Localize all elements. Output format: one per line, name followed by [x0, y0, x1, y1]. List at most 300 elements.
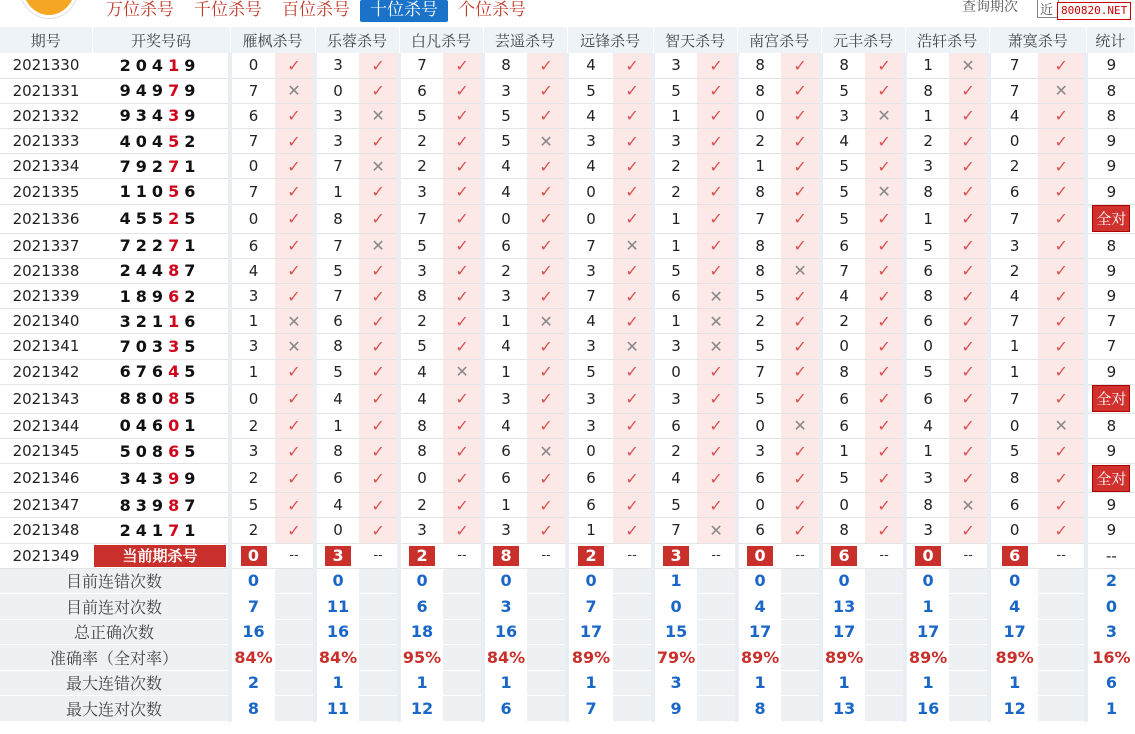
draw-number: 40452: [92, 129, 230, 154]
kill-number: 0: [905, 334, 949, 359]
wrong-mark-icon: ✕: [781, 258, 821, 283]
kill-number: 5: [653, 258, 697, 283]
kill-number: 5: [737, 334, 781, 359]
draw-number: 72271: [92, 233, 230, 258]
issue-number: 2021344: [0, 413, 92, 438]
summary-gap: [949, 568, 989, 594]
summary-value: 0: [483, 568, 527, 594]
right-mark-icon: ✓: [443, 384, 483, 413]
kill-number: 8: [821, 53, 865, 78]
kill-number: 8: [737, 179, 781, 204]
summary-gap: [949, 670, 989, 696]
right-mark-icon: ✓: [865, 309, 905, 334]
stat-cell: 9: [1086, 53, 1134, 78]
header-issue: 期号: [0, 27, 92, 53]
logo: [20, 0, 78, 18]
issue-number: 2021346: [0, 464, 92, 493]
current-issue-number: 2021349: [0, 543, 92, 568]
kill-number: 1: [483, 493, 527, 518]
kill-number: 5: [483, 103, 527, 128]
kill-number: 5: [905, 233, 949, 258]
summary-gap: [781, 696, 821, 722]
right-mark-icon: ✓: [443, 103, 483, 128]
table-row: [0, 334, 1135, 359]
brand-watermark: 800820.NET: [1057, 2, 1131, 20]
right-mark-icon: ✓: [443, 154, 483, 179]
right-mark-icon: ✓: [613, 258, 653, 283]
current-dash: --: [275, 543, 315, 568]
current-kill-cell: [653, 543, 697, 568]
right-mark-icon: ✓: [949, 179, 989, 204]
kill-number: 5: [821, 154, 865, 179]
summary-value: 84%: [230, 645, 275, 671]
current-kill-cell: [989, 543, 1038, 568]
right-mark-icon: ✓: [1038, 334, 1086, 359]
summary-value: 7: [567, 594, 613, 620]
current-kill-number: 8: [493, 546, 519, 566]
summary-gap: [949, 594, 989, 620]
right-mark-icon: ✓: [1038, 518, 1086, 543]
kill-number: 0: [315, 518, 359, 543]
summary-gap: [613, 645, 653, 671]
right-mark-icon: ✓: [1038, 129, 1086, 154]
right-mark-icon: ✓: [781, 103, 821, 128]
stat-cell: 7: [1086, 309, 1134, 334]
header-expert-0: 雁枫杀号: [230, 27, 315, 53]
kill-number: 4: [483, 334, 527, 359]
right-mark-icon: ✓: [865, 258, 905, 283]
draw-number: 70335: [92, 334, 230, 359]
summary-value: 2: [230, 670, 275, 696]
kill-number: 5: [230, 493, 275, 518]
kill-number: 7: [399, 204, 443, 233]
table-row: [0, 518, 1135, 543]
kill-number: 2: [653, 154, 697, 179]
table-row: [0, 78, 1135, 103]
summary-stat: 1: [1086, 696, 1134, 722]
table-row: [0, 284, 1135, 309]
kill-number: 1: [483, 309, 527, 334]
kill-number: 4: [567, 154, 613, 179]
kill-number: 3: [653, 53, 697, 78]
summary-row: [0, 594, 1135, 620]
wrong-mark-icon: ✕: [697, 284, 737, 309]
right-mark-icon: ✓: [527, 493, 567, 518]
issue-number: 2021333: [0, 129, 92, 154]
right-mark-icon: ✓: [697, 179, 737, 204]
summary-value: 0: [737, 568, 781, 594]
right-mark-icon: ✓: [949, 359, 989, 384]
kill-number: 4: [483, 154, 527, 179]
wrong-mark-icon: ✕: [949, 53, 989, 78]
summary-gap: [275, 619, 315, 645]
header-expert-7: 元丰杀号: [821, 27, 905, 53]
kill-number: 6: [567, 493, 613, 518]
header-expert-3: 芸遥杀号: [483, 27, 567, 53]
right-mark-icon: ✓: [443, 284, 483, 309]
right-mark-icon: ✓: [781, 53, 821, 78]
right-mark-icon: ✓: [697, 413, 737, 438]
summary-gap: [1038, 696, 1086, 722]
current-dash: --: [865, 543, 905, 568]
wrong-mark-icon: ✕: [527, 438, 567, 463]
summary-value: 0: [989, 568, 1038, 594]
kill-number: 3: [315, 129, 359, 154]
table-row: [0, 233, 1135, 258]
stat-cell: 9: [1086, 129, 1134, 154]
right-mark-icon: ✓: [865, 233, 905, 258]
kill-number: 3: [483, 518, 527, 543]
kill-number: 7: [989, 309, 1038, 334]
header-expert-9: 萧寞杀号: [989, 27, 1086, 53]
current-kill-cell: [399, 543, 443, 568]
right-mark-icon: ✓: [781, 78, 821, 103]
wrong-mark-icon: ✕: [275, 334, 315, 359]
tab-2[interactable]: 百位杀号: [282, 0, 350, 20]
summary-value: 11: [315, 696, 359, 722]
kill-number: 7: [737, 204, 781, 233]
right-mark-icon: ✓: [949, 518, 989, 543]
kill-number: 5: [821, 204, 865, 233]
issue-number: 2021331: [0, 78, 92, 103]
draw-number: 50865: [92, 438, 230, 463]
right-mark-icon: ✓: [613, 518, 653, 543]
kill-number: 2: [483, 258, 527, 283]
kill-number: 5: [399, 103, 443, 128]
right-mark-icon: ✓: [613, 493, 653, 518]
summary-gap: [1038, 619, 1086, 645]
summary-value: 84%: [483, 645, 527, 671]
kill-number: 8: [737, 233, 781, 258]
right-mark-icon: ✓: [865, 384, 905, 413]
table-row: [0, 384, 1135, 413]
kill-number: 0: [989, 413, 1038, 438]
summary-gap: [1038, 645, 1086, 671]
kill-number: 7: [737, 359, 781, 384]
kill-number: 2: [230, 413, 275, 438]
right-mark-icon: ✓: [359, 258, 399, 283]
summary-value: 0: [905, 568, 949, 594]
kill-number: 0: [821, 334, 865, 359]
kill-number: 5: [315, 258, 359, 283]
kill-number: 8: [399, 438, 443, 463]
summary-gap: [781, 568, 821, 594]
summary-value: 3: [483, 594, 527, 620]
kill-number: 0: [737, 103, 781, 128]
right-mark-icon: ✓: [443, 129, 483, 154]
right-mark-icon: ✓: [443, 438, 483, 463]
right-mark-icon: ✓: [527, 103, 567, 128]
summary-gap: [275, 594, 315, 620]
current-label-cell: [92, 543, 230, 568]
summary-gap: [527, 594, 567, 620]
right-mark-icon: ✓: [359, 309, 399, 334]
all-right-badge: 全对: [1092, 385, 1130, 412]
stat-cell: 9: [1086, 438, 1134, 463]
kill-number: 5: [483, 129, 527, 154]
right-mark-icon: ✓: [781, 518, 821, 543]
issue-number: 2021336: [0, 204, 92, 233]
right-mark-icon: ✓: [443, 204, 483, 233]
kill-number: 3: [315, 53, 359, 78]
summary-label: 目前连错次数: [0, 568, 230, 594]
issue-number: 2021332: [0, 103, 92, 128]
kill-number: 3: [483, 284, 527, 309]
right-mark-icon: ✓: [781, 129, 821, 154]
right-mark-icon: ✓: [1038, 179, 1086, 204]
kill-number: 8: [399, 413, 443, 438]
draw-number: 24171: [92, 518, 230, 543]
issue-number: 2021345: [0, 438, 92, 463]
right-mark-icon: ✓: [527, 464, 567, 493]
kill-number: 5: [653, 493, 697, 518]
summary-stat: 16%: [1086, 645, 1134, 671]
header-expert-8: 浩轩杀号: [905, 27, 989, 53]
kill-number: 6: [653, 284, 697, 309]
kill-number: 5: [737, 284, 781, 309]
stat-cell: 8: [1086, 413, 1134, 438]
summary-value: 89%: [737, 645, 781, 671]
kill-number: 0: [567, 179, 613, 204]
summary-value: 95%: [399, 645, 443, 671]
summary-value: 17: [737, 619, 781, 645]
right-mark-icon: ✓: [949, 78, 989, 103]
kill-number: 3: [399, 258, 443, 283]
summary-value: 7: [567, 696, 613, 722]
kill-number: 4: [567, 309, 613, 334]
summary-value: 9: [653, 696, 697, 722]
summary-gap: [527, 568, 567, 594]
kill-number: 2: [737, 309, 781, 334]
right-mark-icon: ✓: [697, 464, 737, 493]
summary-gap: [275, 645, 315, 671]
current-kill-cell: [315, 543, 359, 568]
right-mark-icon: ✓: [781, 359, 821, 384]
summary-gap: [613, 594, 653, 620]
wrong-mark-icon: ✕: [865, 179, 905, 204]
wrong-mark-icon: ✕: [697, 518, 737, 543]
summary-value: 0: [653, 594, 697, 620]
right-mark-icon: ✓: [275, 359, 315, 384]
right-mark-icon: ✓: [1038, 233, 1086, 258]
wrong-mark-icon: ✕: [949, 493, 989, 518]
tab-1[interactable]: 千位杀号: [194, 0, 262, 20]
right-mark-icon: ✓: [613, 384, 653, 413]
right-mark-icon: ✓: [781, 438, 821, 463]
kill-number: 8: [905, 179, 949, 204]
kill-number: 1: [315, 413, 359, 438]
right-mark-icon: ✓: [865, 78, 905, 103]
kill-number: 5: [821, 78, 865, 103]
summary-gap: [443, 670, 483, 696]
right-mark-icon: ✓: [275, 204, 315, 233]
current-stat: --: [1086, 543, 1134, 568]
kill-number: 5: [989, 438, 1038, 463]
kill-number: 5: [315, 359, 359, 384]
right-mark-icon: ✓: [865, 53, 905, 78]
right-mark-icon: ✓: [781, 493, 821, 518]
wrong-mark-icon: ✕: [359, 154, 399, 179]
right-mark-icon: ✓: [359, 53, 399, 78]
summary-label: 最大连对次数: [0, 696, 230, 722]
summary-gap: [1038, 670, 1086, 696]
table-row: [0, 493, 1135, 518]
draw-number: 20419: [92, 53, 230, 78]
kill-number: 0: [230, 204, 275, 233]
summary-value: 89%: [567, 645, 613, 671]
right-mark-icon: ✓: [359, 204, 399, 233]
current-dash: --: [697, 543, 737, 568]
kill-number: 6: [905, 309, 949, 334]
kill-number: 2: [230, 518, 275, 543]
right-mark-icon: ✓: [781, 179, 821, 204]
right-mark-icon: ✓: [275, 103, 315, 128]
kill-number: 5: [567, 359, 613, 384]
tab-3[interactable]: 十位杀号: [360, 0, 448, 22]
kill-number: 4: [989, 103, 1038, 128]
right-mark-icon: ✓: [275, 258, 315, 283]
kill-number: 5: [905, 359, 949, 384]
summary-value: 1: [567, 670, 613, 696]
header-expert-6: 南宫杀号: [737, 27, 821, 53]
kill-number: 4: [653, 464, 697, 493]
kill-number: 8: [483, 53, 527, 78]
table-header-row: [0, 27, 1135, 53]
tab-4[interactable]: 个位杀号: [458, 0, 526, 20]
summary-value: 6: [399, 594, 443, 620]
summary-value: 1: [905, 594, 949, 620]
right-mark-icon: ✓: [359, 129, 399, 154]
summary-value: 1: [905, 670, 949, 696]
summary-gap: [865, 619, 905, 645]
summary-stat: 6: [1086, 670, 1134, 696]
right-mark-icon: ✓: [443, 464, 483, 493]
summary-value: 4: [737, 594, 781, 620]
kill-number: 6: [567, 464, 613, 493]
right-mark-icon: ✓: [1038, 438, 1086, 463]
summary-value: 16: [483, 619, 527, 645]
kill-number: 8: [737, 78, 781, 103]
right-mark-icon: ✓: [527, 154, 567, 179]
right-mark-icon: ✓: [1038, 284, 1086, 309]
right-mark-icon: ✓: [865, 334, 905, 359]
summary-row: [0, 645, 1135, 671]
right-mark-icon: ✓: [697, 53, 737, 78]
kill-number: 6: [315, 309, 359, 334]
right-mark-icon: ✓: [359, 359, 399, 384]
summary-gap: [527, 619, 567, 645]
kill-number: 1: [737, 154, 781, 179]
current-kill-number: 3: [663, 546, 689, 566]
summary-gap: [949, 696, 989, 722]
kill-number: 4: [483, 179, 527, 204]
table-row: [0, 438, 1135, 463]
summary-value: 11: [315, 594, 359, 620]
kill-number: 5: [821, 179, 865, 204]
kill-number: 6: [653, 413, 697, 438]
summary-label: 最大连错次数: [0, 670, 230, 696]
summary-value: 7: [230, 594, 275, 620]
right-mark-icon: ✓: [527, 518, 567, 543]
summary-row: [0, 568, 1135, 594]
right-mark-icon: ✓: [443, 53, 483, 78]
draw-number: 34399: [92, 464, 230, 493]
summary-value: 17: [905, 619, 949, 645]
kill-number: 2: [399, 309, 443, 334]
summary-value: 1: [737, 670, 781, 696]
kill-number: 8: [315, 438, 359, 463]
table-row: [0, 464, 1135, 493]
summary-value: 1: [821, 670, 865, 696]
summary-value: 89%: [821, 645, 865, 671]
wrong-mark-icon: ✕: [1038, 413, 1086, 438]
kill-number: 0: [230, 53, 275, 78]
current-kill-button[interactable]: 当前期杀号: [94, 545, 226, 567]
kill-number: 8: [315, 204, 359, 233]
kill-number: 6: [821, 413, 865, 438]
kill-number: 6: [821, 233, 865, 258]
query-select[interactable]: 近: [1037, 0, 1059, 18]
summary-gap: [1038, 568, 1086, 594]
wrong-mark-icon: ✕: [865, 103, 905, 128]
kill-number: 1: [653, 103, 697, 128]
stat-cell: 9: [1086, 518, 1134, 543]
summary-row: [0, 619, 1135, 645]
current-kill-cell: [230, 543, 275, 568]
kill-number: 7: [315, 154, 359, 179]
right-mark-icon: ✓: [697, 103, 737, 128]
right-mark-icon: ✓: [949, 284, 989, 309]
summary-gap: [275, 568, 315, 594]
right-mark-icon: ✓: [359, 413, 399, 438]
kill-number: 3: [989, 233, 1038, 258]
summary-value: 1: [399, 670, 443, 696]
table-row: [0, 413, 1135, 438]
right-mark-icon: ✓: [275, 464, 315, 493]
kill-number: 2: [989, 154, 1038, 179]
kill-number: 5: [653, 78, 697, 103]
kill-number: 0: [737, 493, 781, 518]
summary-gap: [275, 670, 315, 696]
summary-gap: [443, 696, 483, 722]
kill-number: 0: [399, 464, 443, 493]
issue-number: 2021347: [0, 493, 92, 518]
summary-value: 1: [315, 670, 359, 696]
right-mark-icon: ✓: [275, 518, 315, 543]
kill-number: 4: [399, 359, 443, 384]
summary-value: 79%: [653, 645, 697, 671]
kill-number: 4: [821, 284, 865, 309]
summary-stat: 2: [1086, 568, 1134, 594]
right-mark-icon: ✓: [443, 258, 483, 283]
tab-0[interactable]: 万位杀号: [106, 0, 174, 20]
kill-number: 2: [737, 129, 781, 154]
issue-number: 2021337: [0, 233, 92, 258]
kill-number: 3: [905, 154, 949, 179]
right-mark-icon: ✓: [1038, 154, 1086, 179]
kill-number: 3: [653, 384, 697, 413]
kill-number: 3: [653, 334, 697, 359]
summary-gap: [697, 594, 737, 620]
summary-gap: [697, 670, 737, 696]
position-tabs: [96, 0, 536, 22]
right-mark-icon: ✓: [697, 154, 737, 179]
current-dash: --: [781, 543, 821, 568]
kill-number: 7: [230, 129, 275, 154]
kill-number: 1: [653, 233, 697, 258]
summary-value: 13: [821, 696, 865, 722]
right-mark-icon: ✓: [1038, 493, 1086, 518]
